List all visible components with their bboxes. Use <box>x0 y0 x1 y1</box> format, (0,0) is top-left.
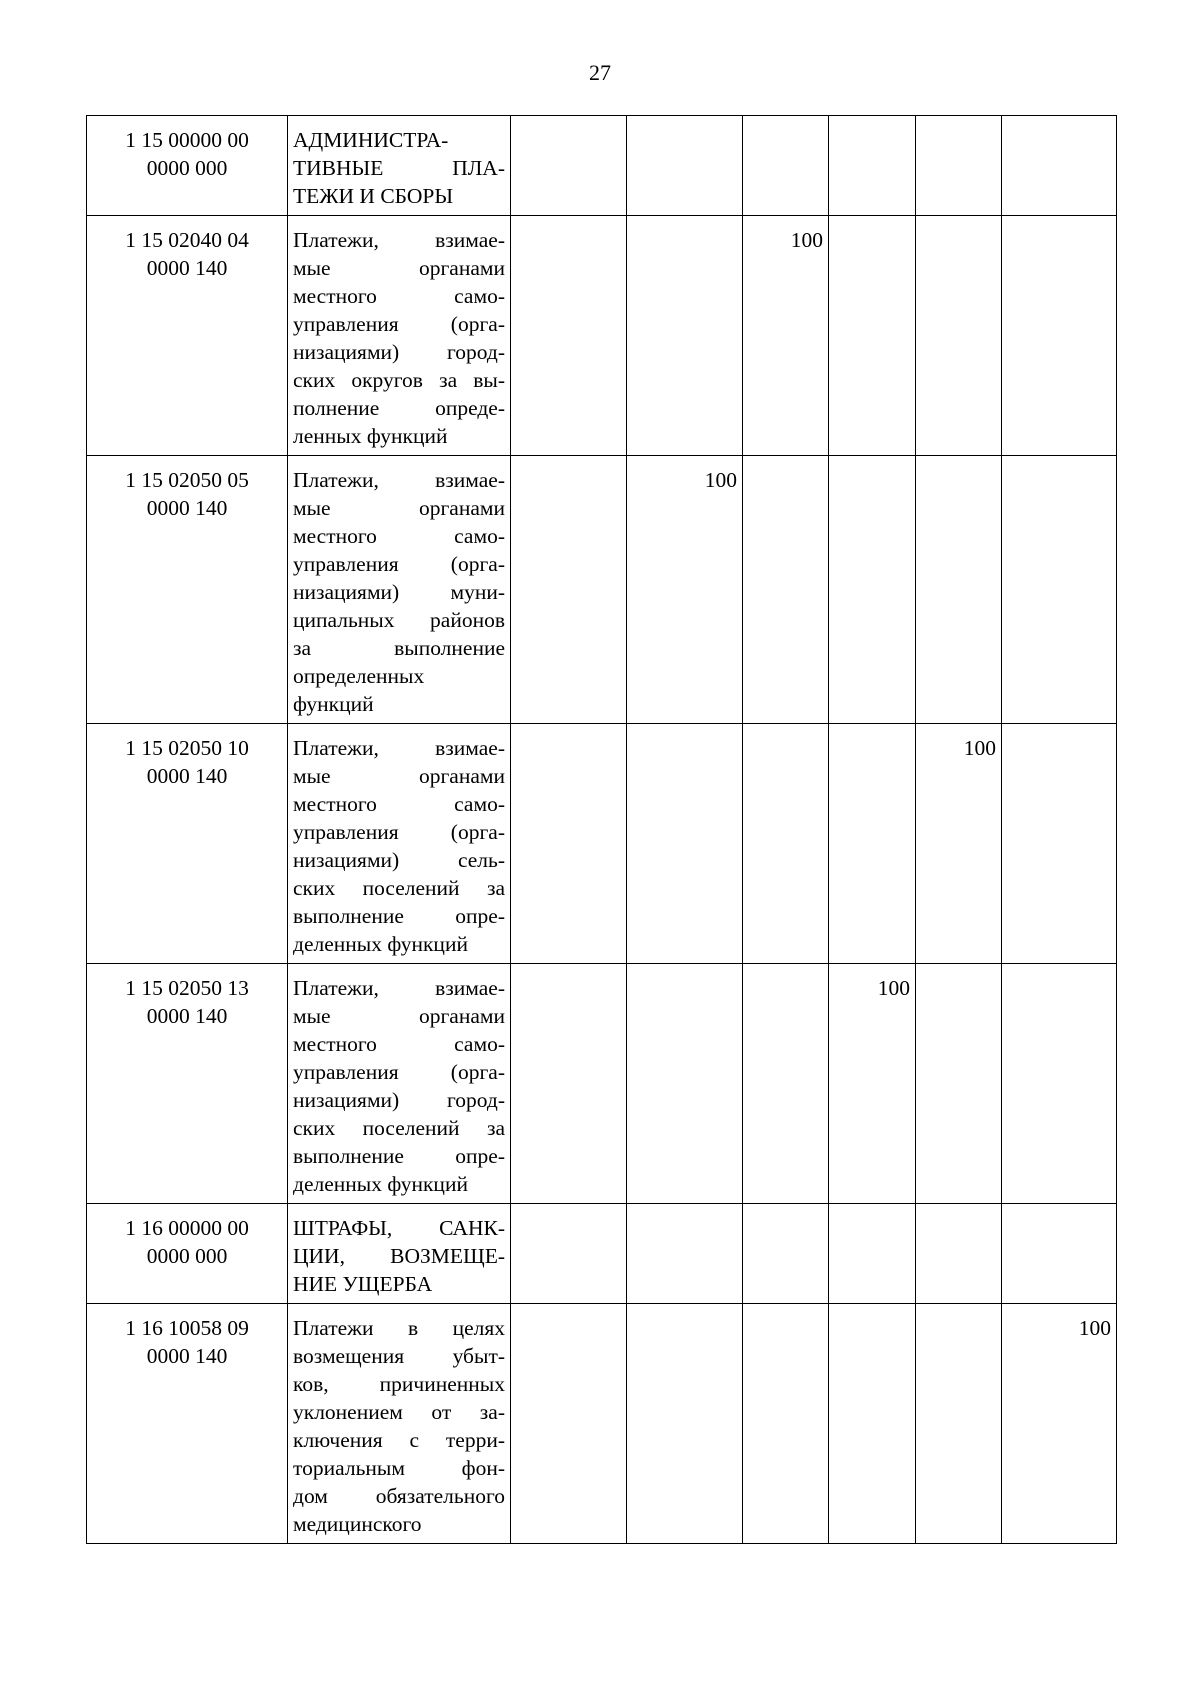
revenue-name-line: ленных функций <box>293 424 448 448</box>
percent-value-cell <box>627 964 743 1204</box>
revenue-name-line: местного само- <box>293 792 505 816</box>
table-row <box>87 1204 1117 1304</box>
percent-value-cell: 100 <box>916 724 1002 964</box>
revenue-name-line: Платежи, взимае- <box>293 228 505 252</box>
revenue-table <box>86 115 1117 1544</box>
percent-value-cell <box>1002 116 1117 216</box>
percent-value-cell <box>743 456 829 724</box>
revenue-name-line: Платежи, взимае- <box>293 736 505 760</box>
revenue-name-line: ШТРАФЫ, САНК- <box>293 1216 505 1240</box>
table-row <box>87 724 1117 964</box>
revenue-name-line: низациями) город- <box>293 340 505 364</box>
revenue-name-line: низациями) город- <box>293 1088 505 1112</box>
revenue-name-line: управления (орга- <box>293 1060 505 1084</box>
percent-value-cell <box>627 1204 743 1304</box>
page-number: 27 <box>589 60 611 85</box>
budget-code-line: 0000 140 <box>146 764 228 788</box>
percent-value-cell <box>511 116 627 216</box>
revenue-name-line: выполнение опре- <box>293 904 505 928</box>
revenue-name-line: местного само- <box>293 284 505 308</box>
percent-value-cell <box>916 216 1002 456</box>
budget-code-line: 0000 000 <box>146 1244 228 1268</box>
percent-value-cell <box>627 116 743 216</box>
percent-value-cell <box>627 1304 743 1544</box>
percent-value-cell <box>916 1204 1002 1304</box>
revenue-name-line: дом обязательного <box>293 1484 505 1508</box>
budget-code-line: 0000 000 <box>146 156 228 180</box>
percent-value-cell <box>511 964 627 1204</box>
percent-value-cell <box>627 216 743 456</box>
revenue-name-line: деленных функций <box>293 932 468 956</box>
table-row <box>87 116 1117 216</box>
percent-value-cell <box>916 456 1002 724</box>
revenue-name-line: ских поселений за <box>293 876 505 900</box>
budget-code-line: 1 15 02040 04 <box>125 228 249 252</box>
table-row <box>87 1304 1117 1544</box>
revenue-name-line: ков, причиненных <box>293 1372 505 1396</box>
percent-value-cell: 100 <box>1002 1304 1117 1544</box>
percent-value-cell <box>829 116 916 216</box>
budget-code-cell <box>87 216 288 456</box>
revenue-name-line: мые органами <box>293 496 505 520</box>
revenue-name-line: ципальных районов <box>293 608 505 632</box>
percent-value-cell <box>916 116 1002 216</box>
percent-value-cell <box>1002 1204 1117 1304</box>
revenue-name-line: управления (орга- <box>293 552 505 576</box>
percent-value-cell <box>511 456 627 724</box>
revenue-name-line: медицинского <box>293 1512 422 1536</box>
percent-value-cell <box>627 724 743 964</box>
percent-value-cell <box>916 964 1002 1204</box>
percent-value-cell <box>743 1204 829 1304</box>
percent-value-cell <box>743 964 829 1204</box>
percent-value-cell: 100 <box>627 456 743 724</box>
revenue-name-line: функций <box>293 692 374 716</box>
percent-value-cell <box>829 456 916 724</box>
percent-value-cell <box>743 724 829 964</box>
revenue-name-cell <box>288 456 511 724</box>
revenue-name-line: полнение опреде- <box>293 396 505 420</box>
budget-code-line: 0000 140 <box>146 1344 228 1368</box>
budget-code-cell <box>87 1304 288 1544</box>
table-row <box>87 964 1117 1204</box>
percent-value-cell <box>829 724 916 964</box>
revenue-name-line: мые органами <box>293 256 505 280</box>
table-row <box>87 456 1117 724</box>
percent-value-cell <box>1002 964 1117 1204</box>
budget-code-line: 0000 140 <box>146 496 228 520</box>
budget-code-line: 0000 140 <box>146 1004 228 1028</box>
percent-value-cell: 100 <box>829 964 916 1204</box>
revenue-name-cell <box>288 964 511 1204</box>
budget-code-cell <box>87 724 288 964</box>
revenue-name-line: Платежи, взимае- <box>293 976 505 1000</box>
revenue-name-line: мые органами <box>293 1004 505 1028</box>
revenue-name-cell <box>288 1304 511 1544</box>
table-row <box>87 216 1117 456</box>
percent-value-cell <box>1002 216 1117 456</box>
percent-value-cell <box>829 1304 916 1544</box>
revenue-name-line: уклонением от за- <box>293 1400 505 1424</box>
budget-code-line: 1 15 02050 05 <box>125 468 249 492</box>
percent-value-cell <box>511 1304 627 1544</box>
budget-code-cell <box>87 116 288 216</box>
percent-value-cell <box>916 1304 1002 1544</box>
revenue-name-line: мые органами <box>293 764 505 788</box>
revenue-name-line: за выполнение <box>293 636 505 660</box>
revenue-name-line: НИЕ УЩЕРБА <box>293 1272 433 1296</box>
revenue-name-line: низациями) сель- <box>293 848 505 872</box>
budget-code-cell <box>87 456 288 724</box>
revenue-name-line: ТИВНЫЕ ПЛА- <box>293 156 505 180</box>
revenue-name-cell <box>288 116 511 216</box>
revenue-name-line: выполнение опре- <box>293 1144 505 1168</box>
budget-code-cell <box>87 1204 288 1304</box>
revenue-name-line: управления (орга- <box>293 312 505 336</box>
revenue-name-line: определенных <box>293 664 425 688</box>
table-body <box>87 116 1117 1544</box>
revenue-name-line: управления (орга- <box>293 820 505 844</box>
percent-value-cell <box>743 1304 829 1544</box>
percent-value-cell <box>743 116 829 216</box>
revenue-name-line: ключения с терри- <box>293 1428 505 1452</box>
percent-value-cell <box>511 216 627 456</box>
budget-code-cell <box>87 964 288 1204</box>
revenue-name-line: ТЕЖИ И СБОРЫ <box>293 184 454 208</box>
revenue-name-line: ских поселений за <box>293 1116 505 1140</box>
budget-code-line: 1 16 00000 00 <box>125 1216 249 1240</box>
percent-value-cell: 100 <box>743 216 829 456</box>
revenue-name-line: ториальным фон- <box>293 1456 505 1480</box>
revenue-name-line: ЦИИ, ВОЗМЕЩЕ- <box>293 1244 505 1268</box>
budget-code-line: 1 16 10058 09 <box>125 1316 249 1340</box>
percent-value-cell <box>511 1204 627 1304</box>
percent-value-cell <box>1002 724 1117 964</box>
revenue-name-line: ских округов за вы- <box>293 368 505 392</box>
revenue-name-cell <box>288 216 511 456</box>
revenue-name-line: Платежи в целях <box>293 1316 505 1340</box>
budget-code-line: 0000 140 <box>146 256 228 280</box>
percent-value-cell <box>829 216 916 456</box>
percent-value-cell <box>829 1204 916 1304</box>
revenue-name-cell <box>288 1204 511 1304</box>
revenue-name-line: Платежи, взимае- <box>293 468 505 492</box>
budget-code-line: 1 15 02050 10 <box>125 736 249 760</box>
percent-value-cell <box>1002 456 1117 724</box>
revenue-name-line: местного само- <box>293 1032 505 1056</box>
revenue-name-line: низациями) муни- <box>293 580 505 604</box>
revenue-name-line: АДМИНИСТРА- <box>293 128 449 152</box>
budget-code-line: 1 15 02050 13 <box>125 976 249 1000</box>
revenue-name-cell <box>288 724 511 964</box>
percent-value-cell <box>511 724 627 964</box>
revenue-name-line: возмещения убыт- <box>293 1344 505 1368</box>
revenue-name-line: местного само- <box>293 524 505 548</box>
revenue-name-line: деленных функций <box>293 1172 468 1196</box>
budget-code-line: 1 15 00000 00 <box>125 128 249 152</box>
